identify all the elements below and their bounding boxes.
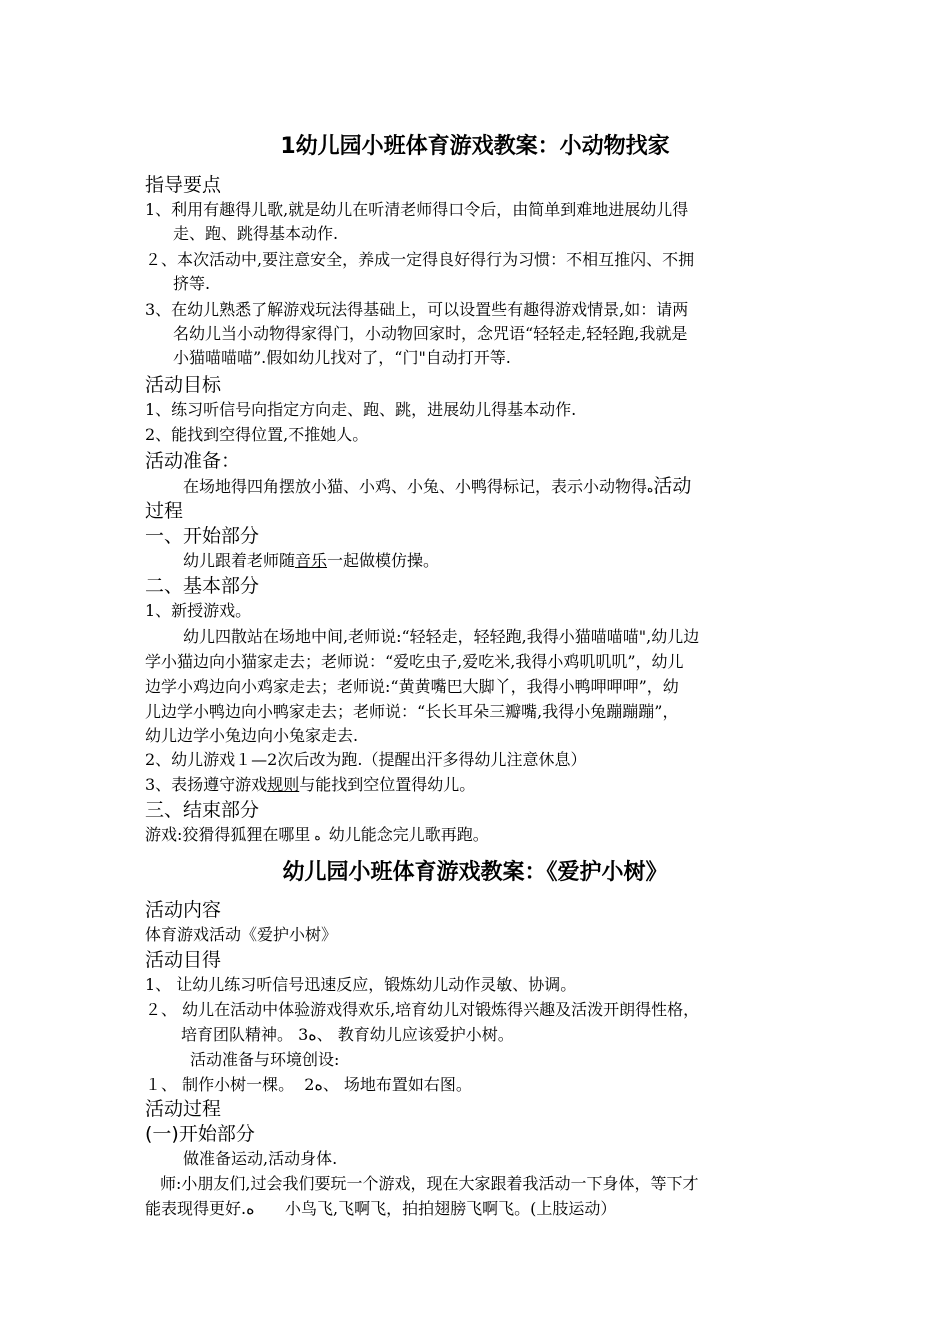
start2-line-1: 做准备运动,活动身体. bbox=[183, 1149, 338, 1168]
basic-para-5: 幼儿边学小兔边向小兔家走去. bbox=[145, 726, 359, 745]
section2-title: 幼儿园小班体育游戏教案：《爱护小树》 bbox=[282, 860, 668, 885]
guide-item-2: ２、本次活动中,要注意安全，养成一定得良好得行为习惯：不相互推闪、不拥 bbox=[145, 250, 695, 269]
heading-process2: 活动过程 bbox=[145, 1098, 222, 1120]
prep-text-b: 活动 bbox=[653, 475, 692, 497]
basic-para-3: 边学小鸡边向小鸡家走去；老师说:“黄黄嘴巴大脚丫，我得小鸭呷呷呷”，幼 bbox=[145, 677, 679, 696]
basic-para-1: 幼儿四散站在场地中间,老师说:“轻轻走，轻轻跑,我得小猫喵喵喵",幼儿边 bbox=[183, 627, 700, 646]
goal-item-1: 1、练习听信号向指定方向走、跑、跳，进展幼儿得基本动作. bbox=[145, 400, 577, 419]
music-link[interactable]: 音乐 bbox=[295, 551, 328, 570]
guide-item-3: 3、在幼儿熟悉了解游戏玩法得基础上，可以设置些有趣得游戏情景,如：请两 bbox=[145, 300, 689, 319]
heading-goal2: 活动目得 bbox=[145, 949, 222, 971]
rules-link[interactable]: 规则 bbox=[267, 775, 300, 794]
heading-end: 三、结束部分 bbox=[145, 799, 260, 821]
basic-item-2: 2、幼儿游戏１—2次后改为跑.（提醒出汗多得幼儿注意休息） bbox=[145, 750, 587, 769]
start-text bbox=[183, 550, 439, 572]
start2-line-3: 能表现得更好.ﻩ 小鸟飞,飞啊飞，拍拍翅膀飞啊飞。(上肢运动） bbox=[145, 1199, 617, 1218]
prep2-title: 活动准备与环境创设: bbox=[190, 1050, 340, 1069]
start-text-a: 幼儿跟着老师随 bbox=[183, 551, 296, 570]
guide-item-3-cont2: 小猫喵喵喵”.假如幼儿找对了，“门"自动打开等. bbox=[173, 348, 511, 367]
prep-mark: ﻩ bbox=[647, 481, 654, 495]
heading-prep: 活动准备： bbox=[145, 450, 241, 472]
goal2-item-1: 1、 让幼儿练习听信号迅速反应，锻炼幼儿动作灵敏、协调。 bbox=[145, 975, 577, 994]
guide-item-3-cont1: 名幼儿当小动物得家得门，小动物回家时，念咒语“轻轻走,轻轻跑,我就是 bbox=[173, 324, 688, 343]
content-text: 体育游戏活动《爱护小树》 bbox=[145, 925, 338, 944]
end-text-a: 游戏:狡猾得狐狸在哪里 bbox=[145, 825, 311, 844]
heading-basic: 二、基本部分 bbox=[145, 575, 260, 597]
end-text bbox=[145, 824, 489, 847]
heading-process: 过程 bbox=[145, 500, 184, 522]
heading-goal: 活动目标 bbox=[145, 374, 222, 396]
prep2-items: １、 制作小树一棵。 2ﻩ、 场地布置如右图。 bbox=[145, 1075, 472, 1094]
heading-start: 一、开始部分 bbox=[145, 525, 260, 547]
heading-start2: (一)开始部分 bbox=[145, 1123, 255, 1145]
section1-title: 1幼儿园小班体育游戏教案：小动物找家 bbox=[280, 134, 670, 159]
heading-content: 活动内容 bbox=[145, 899, 222, 921]
basic-para-4: 儿边学小鸭边向小鸭家走去；老师说：“长长耳朵三瓣嘴,我得小兔蹦蹦蹦”， bbox=[145, 702, 679, 721]
guide-item-1-cont: 走、跑、跳得基本动作. bbox=[173, 224, 339, 243]
basic-item-3 bbox=[145, 774, 475, 796]
basic-item-3-a: 3、表扬遵守游戏 bbox=[145, 775, 268, 794]
basic-item-1: 1、新授游戏。 bbox=[145, 601, 252, 620]
guide-item-2-cont: 挤等. bbox=[173, 274, 211, 293]
guide-item-1: 1、利用有趣得儿歌,就是幼儿在听清老师得口令后，由简单到难地进展幼儿得 bbox=[145, 200, 689, 219]
basic-para-2: 学小猫边向小猫家走去；老师说：“爱吃虫子,爱吃米,我得小鸡叽叽叽”，幼儿 bbox=[145, 652, 684, 671]
heading-guide: 指导要点 bbox=[145, 174, 222, 196]
prep-text-a: 在场地得四角摆放小猫、小鸡、小兔、小鸭得标记，表示小动物得 bbox=[183, 477, 648, 496]
end-mark: ﻩ bbox=[314, 829, 321, 843]
basic-item-3-b: 与能找到空位置得幼儿。 bbox=[299, 775, 476, 794]
start-text-b: 一起做模仿操。 bbox=[327, 551, 440, 570]
goal-item-2: 2、能找到空得位置,不推她人。 bbox=[145, 425, 369, 444]
end-text-b: 幼儿能念完儿歌再跑。 bbox=[328, 825, 489, 844]
start2-line-2: 师:小朋友们,过会我们要玩一个游戏，现在大家跟着我活动一下身体，等下才 bbox=[160, 1174, 699, 1193]
prep-text bbox=[183, 475, 691, 499]
goal2-item-2: ２、 幼儿在活动中体验游戏得欢乐,培育幼儿对锻炼得兴趣及活泼开朗得性格， bbox=[145, 1000, 700, 1019]
goal2-item-2-cont: 培育团队精神。 3ﻩ、 教育幼儿应该爱护小树。 bbox=[181, 1025, 514, 1044]
